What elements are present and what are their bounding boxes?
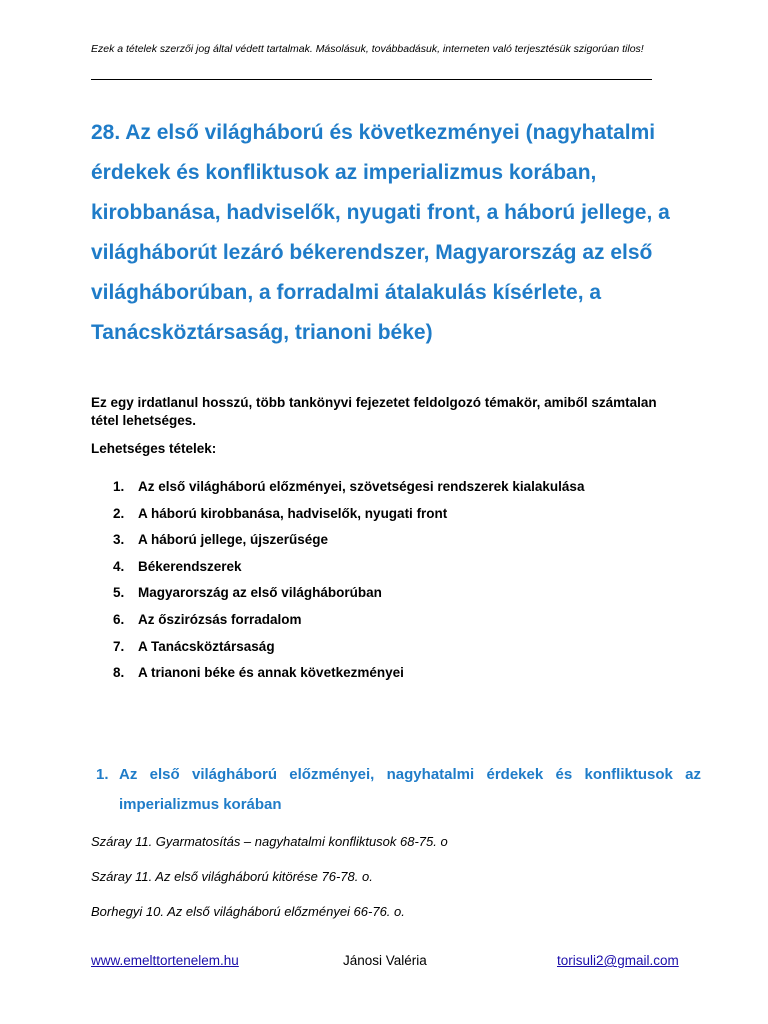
header-divider bbox=[91, 79, 652, 80]
list-item-text: A háború jellege, újszerűsége bbox=[138, 532, 329, 548]
list-item-number: 2. bbox=[113, 505, 125, 521]
author-name: Jánosi Valéria bbox=[343, 953, 427, 968]
list-item-number: 3. bbox=[113, 532, 125, 548]
list-item bbox=[91, 557, 651, 584]
list-item bbox=[91, 504, 651, 531]
list-item-number: 7. bbox=[113, 638, 125, 654]
topic-list bbox=[91, 477, 651, 690]
list-item-text: Magyarország az első világháborúban bbox=[138, 585, 382, 601]
list-item-number: 5. bbox=[113, 585, 125, 601]
list-item-text: Az első világháború előzményei, szövetségesi rendszerek kialakulása bbox=[138, 479, 585, 494]
website-link[interactable]: www.emelttortenelem.hu bbox=[91, 953, 239, 968]
reference-line: Száray 11. Gyarmatosítás – nagyhatalmi konfliktusok 68-75. o bbox=[91, 834, 448, 849]
list-item-number: 1. bbox=[113, 479, 125, 494]
list-item bbox=[91, 663, 651, 690]
reference-line: Borhegyi 10. Az első világháború előzményei 66-76. o. bbox=[91, 904, 405, 919]
email-link[interactable]: torisuli2@gmail.com bbox=[557, 953, 679, 968]
section-heading-text: Az első világháború előzményei, nagyhatalmi érdekek és konfliktusok az imperializmus korában bbox=[119, 766, 701, 813]
list-item bbox=[91, 477, 651, 504]
list-item bbox=[91, 610, 651, 637]
copyright-notice: Ezek a tételek szerzői jog által védett tartalmak. Másolásuk, továbbadásuk, interneten való terjesztésük szigorúan tilos! bbox=[91, 43, 644, 55]
section-number: 1. bbox=[96, 766, 109, 783]
section-heading bbox=[96, 760, 701, 820]
list-item bbox=[91, 583, 651, 610]
list-item-text: A trianoni béke és annak következményei bbox=[138, 665, 404, 681]
list-item-text: Békerendszerek bbox=[138, 558, 242, 574]
list-item bbox=[91, 637, 651, 664]
list-item-number: 8. bbox=[113, 665, 125, 681]
list-item-text: A háború kirobbanása, hadviselők, nyugati front bbox=[138, 505, 448, 521]
list-item-text: A Tanácsköztársaság bbox=[138, 638, 275, 654]
document-title: 28. Az első világháború és következményei (nagyhatalmi érdekek és konfliktusok az imperializmus korában, kirobbanása, hadviselők, nyugati front, a háború jellege, a világháborút lezáró békerendszer, Magyarország az első világháborúban, a forradalmi átalakulás kísérlete, a Tanácsköztársaság, trianoni béke) bbox=[91, 121, 670, 344]
list-item-number: 4. bbox=[113, 558, 125, 574]
reference-line: Száray 11. Az első világháború kitörése 76-78. o. bbox=[91, 869, 373, 884]
possible-topics-heading: Lehetséges tételek: bbox=[91, 441, 217, 456]
list-item-number: 6. bbox=[113, 611, 125, 627]
intro-paragraph: Ez egy irdatlanul hosszú, több tankönyvi fejezetet feldolgozó témakör, amiből számtalan tétel lehetséges. bbox=[91, 395, 657, 428]
list-item-text: Az őszirózsás forradalom bbox=[138, 611, 302, 627]
list-item bbox=[91, 530, 651, 557]
